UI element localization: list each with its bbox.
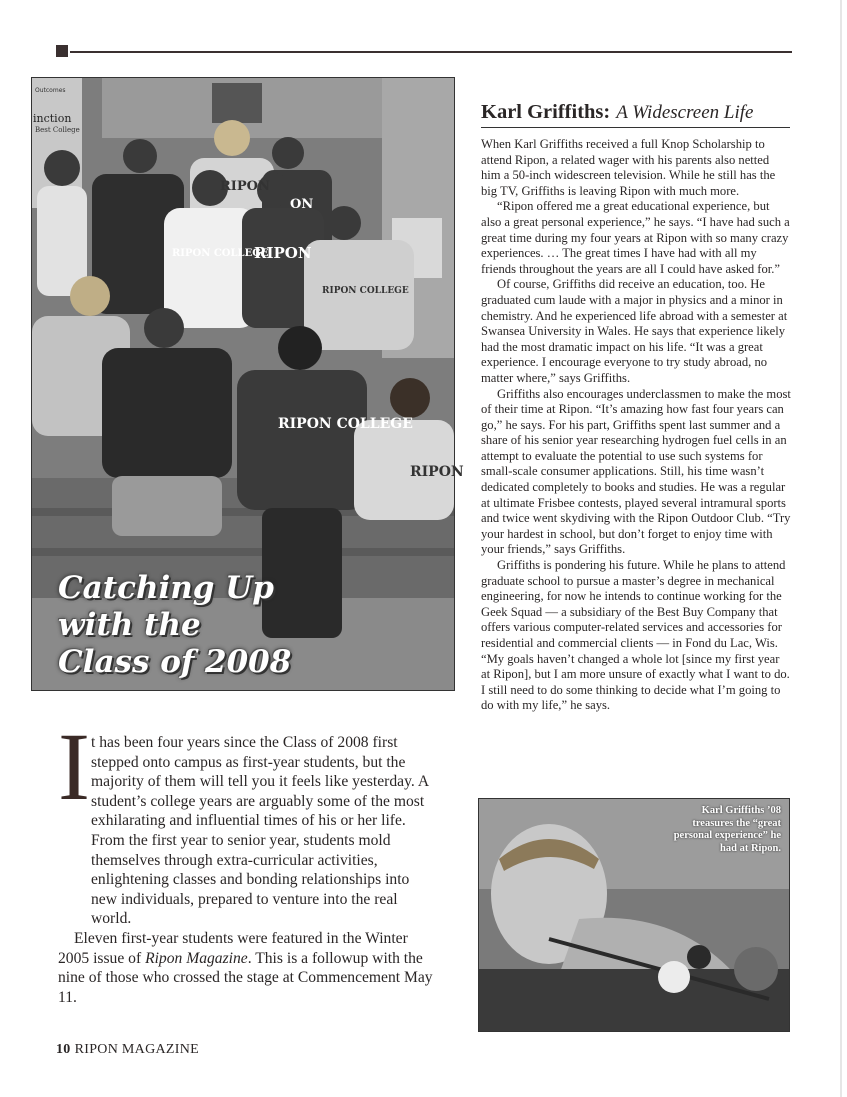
feature-headline: Catching Up with the Class of 2008 bbox=[58, 570, 292, 680]
intro-section bbox=[58, 713, 438, 1007]
intro-paragraph-1-text: t has been four years since the Class of 2008 first stepped onto campus as first-year students, but the majority of them will tell you it feels like yesterday. A student’s college years are arguably some of the most exhilarating and influential times of his or her life. From the first year to senior year, students mold themselves through extra-curricular activities, enlightening classes and bonding relationships into new individuals, prepared to venture into the real world. bbox=[91, 734, 429, 928]
magazine-title: Ripon Magazine bbox=[145, 949, 248, 967]
article-paragraph-2: “Ripon offered me a great educational experience, but also a great personal experience,” he says. “I have had such a great time during my four years at Ripon with so many crazy experiences. … The great times I have had with all my friends throughout the years are all I could have asked for.” bbox=[481, 199, 790, 276]
article-body bbox=[481, 137, 791, 714]
article-paragraph-5: Griffiths is pondering his future. While he plans to attend graduate school to pursue a master’s degree in mechanical engineering, for now he intends to continue working for the Geek Squad — a subsidiary of the Best Buy Company that offers various computer-related services and accessories for residential and commercial clients — in Fond du Lac, Wis. “My goals haven’t changed a whole lot [since my first year at Ripon], but I am more unsure of exactly what I want to do. I still need to do some thinking to decide what I’m going to do with my life,” he says. bbox=[481, 558, 790, 713]
group-photo bbox=[31, 77, 464, 691]
intro-paragraph-2 bbox=[58, 929, 438, 1007]
shirt-text-3: RIPON bbox=[254, 244, 312, 262]
sign-line-3: Best College bbox=[35, 126, 80, 134]
page-footer bbox=[56, 1042, 199, 1058]
shirt-text-4: RIPON COLLEGE bbox=[322, 286, 409, 296]
shirt-text-5: RIPON COLLEGE bbox=[278, 416, 413, 432]
sign-line-2: inction bbox=[33, 112, 72, 125]
shirt-text-7: ON bbox=[290, 197, 314, 212]
article-name: Karl Griffiths: bbox=[481, 101, 611, 123]
sign-line-1: Outcomes bbox=[35, 87, 66, 94]
shirt-text-1: RIPON COLLEGE bbox=[172, 248, 269, 259]
billiards-photo bbox=[478, 798, 790, 1032]
publication-name: RIPON MAGAZINE bbox=[74, 1042, 199, 1057]
intro-p2-after: . This is a followup with the nine of those who crossed the stage at Commencement May 11. bbox=[58, 949, 433, 1006]
article-subtitle: A Widescreen Life bbox=[616, 102, 754, 123]
article-paragraph-3: Of course, Griffiths did receive an education, too. He graduated cum laude with a major in physics and a minor in chemistry. And he experienced life abroad with a semester at Swansea University in Wales. He says that experience likely had the most dramatic impact on his life. “It was a great experience. I encourage everyone to try study abroad, no matter where,” says Griffiths. bbox=[481, 277, 788, 385]
intro-paragraph-1 bbox=[58, 733, 438, 929]
drop-cap: I bbox=[58, 713, 90, 820]
photo-caption: Karl Griffiths ’08 treasures the “great personal experience” he had at Ripon. bbox=[673, 805, 781, 854]
header-rule bbox=[70, 51, 792, 53]
intro-p2-before: Eleven first-year students were featured in the Winter 2005 issue of bbox=[58, 929, 408, 967]
shirt-text-6: RIPON bbox=[410, 464, 464, 480]
article-heading bbox=[481, 101, 790, 128]
shirt-text-2: RIPON bbox=[220, 179, 270, 194]
header-rule-square bbox=[56, 45, 68, 57]
page-edge bbox=[840, 0, 842, 1097]
article-paragraph-4: Griffiths also encourages underclassmen to make the most of their time at Ripon. “It’s amazing how fast four years can go,” he says. For his part, Griffiths spent last summer and a share of his senior year researching hydrogen fuel cells in an attempt to evaluate the potential to use such systems for small-scale consumer applications. Still, his time wasn’t dedicated completely to books and studies. He was a regular at ultimate Frisbee contests, played several intramural sports and twice went skydiving with the Ripon Outdoor Club. “Try your hardest in school, but don’t forget to enjoy time with your friends,” says Griffiths. bbox=[481, 386, 791, 557]
page-number: 10 bbox=[56, 1042, 71, 1057]
article-paragraph-1: When Karl Griffiths received a full Knop Scholarship to attend Ripon, a related wager with his parents also netted him a 50-inch widescreen television. While he still has the big TV, Griffiths is leaving Ripon with much more. bbox=[481, 137, 776, 198]
